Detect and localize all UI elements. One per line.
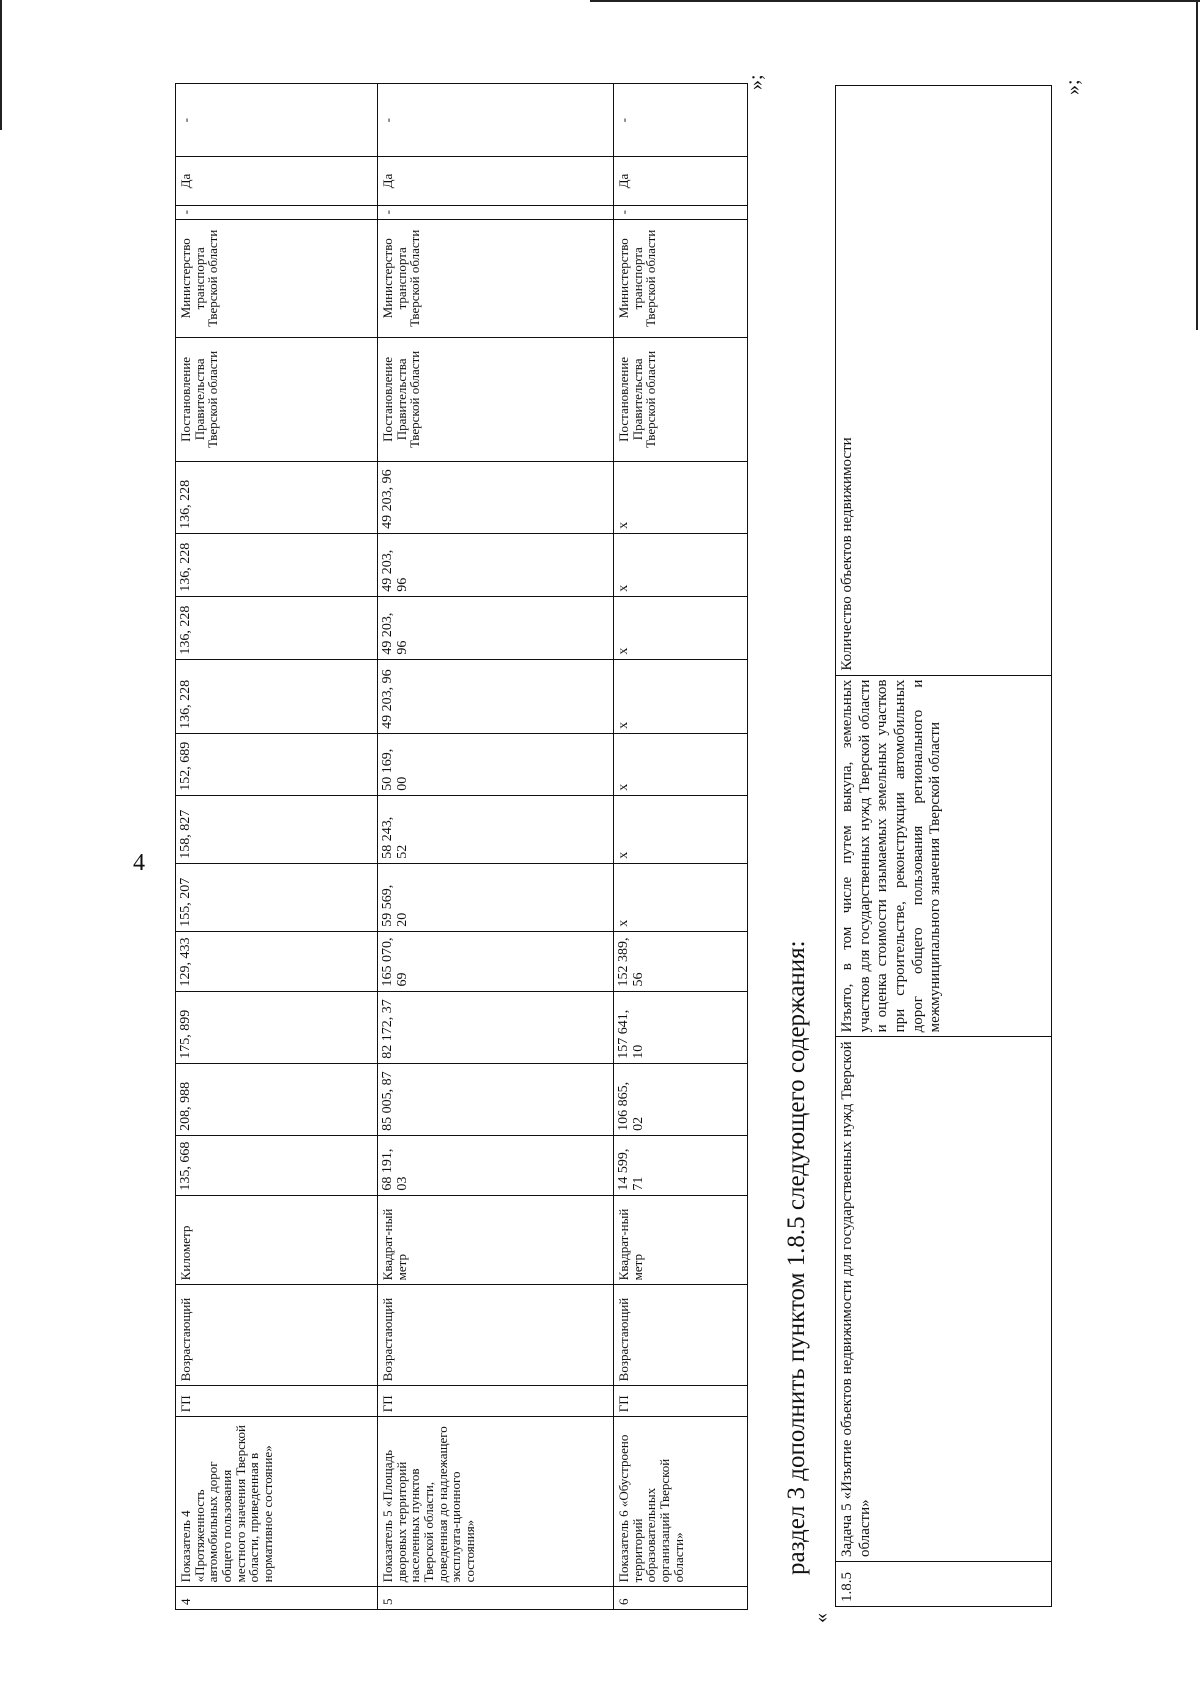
value-cell: х <box>614 461 748 533</box>
value-cell: 49 203, 96 <box>378 596 614 659</box>
indicator-unit: Километр <box>176 1195 378 1285</box>
table-row <box>378 84 614 1610</box>
value-cell: 175, 899 <box>176 991 378 1063</box>
value-cell: 59 569, 20 <box>378 863 614 931</box>
value-cell: 68 191, 03 <box>378 1135 614 1195</box>
value-cell: 58 243, 52 <box>378 795 614 863</box>
dash-cell: - <box>614 205 748 219</box>
indicator-type: ГП <box>614 1386 748 1417</box>
value-cell: х <box>614 863 748 931</box>
indicator-name: Показатель 5 «Площадь дворовых территорий населенных пунктов Тверской области, доведенная до надлежащего эксплуата-ционного состояния» <box>378 1417 614 1587</box>
table-row <box>836 86 1052 1607</box>
closing-quote: »; <box>745 74 767 90</box>
indicator-name: Показатель 4 «Протяженность автомобильных дорог общего пользования местного значения Тверской области, приведенная в нормативное состояние» <box>176 1417 378 1587</box>
regulatory-document: Постановление Правительства Тверской области <box>378 338 614 462</box>
value-cell: 165 070, 69 <box>378 931 614 991</box>
value-cell: х <box>614 596 748 659</box>
indicator-trend: Возрастающий <box>614 1285 748 1386</box>
value-cell: х <box>614 733 748 795</box>
value-cell: 157 641, 10 <box>614 991 748 1063</box>
indicator-trend: Возрастающий <box>378 1285 614 1386</box>
indicators-table <box>175 83 748 1610</box>
value-cell: 49 203, 96 <box>378 533 614 596</box>
value-cell: 152 389, 56 <box>614 931 748 991</box>
regulatory-document: Постановление Правительства Тверской области <box>176 338 378 462</box>
value-cell: 135, 668 <box>176 1135 378 1195</box>
responsible-org: Министерство транспорта Тверской области <box>378 219 614 338</box>
closing-quote: »; <box>1062 79 1084 95</box>
table-row <box>176 84 378 1610</box>
value-cell: 49 203, 96 <box>378 461 614 533</box>
row-number: 6 <box>614 1587 748 1610</box>
row-number: 4 <box>176 1587 378 1610</box>
dash-cell: - <box>614 84 748 157</box>
value-cell: 208, 988 <box>176 1063 378 1135</box>
dash-cell: - <box>378 205 614 219</box>
value-cell: х <box>614 533 748 596</box>
value-cell: 50 169, 00 <box>378 733 614 795</box>
value-cell: х <box>614 795 748 863</box>
indicator-type: ГП <box>176 1386 378 1417</box>
value-cell: 136, 228 <box>176 461 378 533</box>
value-cell: 49 203, 96 <box>378 659 614 733</box>
indicator-name: Показатель 6 «Обустроено территорий образовательных организаций Тверской области» <box>614 1417 748 1587</box>
indicator-unit: Квадрат-ный метр <box>378 1195 614 1285</box>
task-table <box>835 85 1052 1607</box>
value-cell: 158, 827 <box>176 795 378 863</box>
value-cell: 106 865, 02 <box>614 1063 748 1135</box>
value-cell: 85 005, 87 <box>378 1063 614 1135</box>
indicator-unit: Квадрат-ный метр <box>614 1195 748 1285</box>
value-cell: 136, 228 <box>176 659 378 733</box>
yes-cell: Да <box>378 157 614 205</box>
indicator-trend: Возрастающий <box>176 1285 378 1386</box>
dash-cell: - <box>176 84 378 157</box>
value-cell: х <box>614 659 748 733</box>
responsible-org: Министерство транспорта Тверской области <box>176 219 378 338</box>
value-cell: 14 599, 71 <box>614 1135 748 1195</box>
regulatory-document: Постановление Правительства Тверской области <box>614 338 748 462</box>
table-row <box>614 84 748 1610</box>
responsible-org: Министерство транспорта Тверской области <box>614 219 748 338</box>
value-cell: 136, 228 <box>176 533 378 596</box>
value-cell: 155, 207 <box>176 863 378 931</box>
section-amendment-note: раздел 3 дополнить пунктом 1.8.5 следующего содержания: <box>783 940 810 1575</box>
task-name: Задача 5 «Изъятие объектов недвижимости для государственных нужд Тверской области» <box>836 1037 1052 1562</box>
opening-quote: « <box>810 1613 832 1623</box>
value-cell: 136, 228 <box>176 596 378 659</box>
dash-cell: - <box>176 205 378 219</box>
task-description: Изъято, в том числе путем выкупа, земельных участков для государственных нужд Тверской области и оценка стоимости изымаемых земельных участков при строительстве, реконструкции автомобильных дорог общего пользования регионального и межмуниципального значения Тверской области <box>836 675 1052 1037</box>
dash-cell: - <box>378 84 614 157</box>
value-cell: 82 172, 37 <box>378 991 614 1063</box>
yes-cell: Да <box>614 157 748 205</box>
indicator-type: ГП <box>378 1386 614 1417</box>
row-number: 5 <box>378 1587 614 1610</box>
measurement-unit: Количество объектов недвижимости <box>836 86 1052 676</box>
yes-cell: Да <box>176 157 378 205</box>
item-number: 1.8.5 <box>836 1562 1052 1607</box>
value-cell: 152, 689 <box>176 733 378 795</box>
page-number: 4 <box>133 850 145 876</box>
value-cell: 129, 433 <box>176 931 378 991</box>
